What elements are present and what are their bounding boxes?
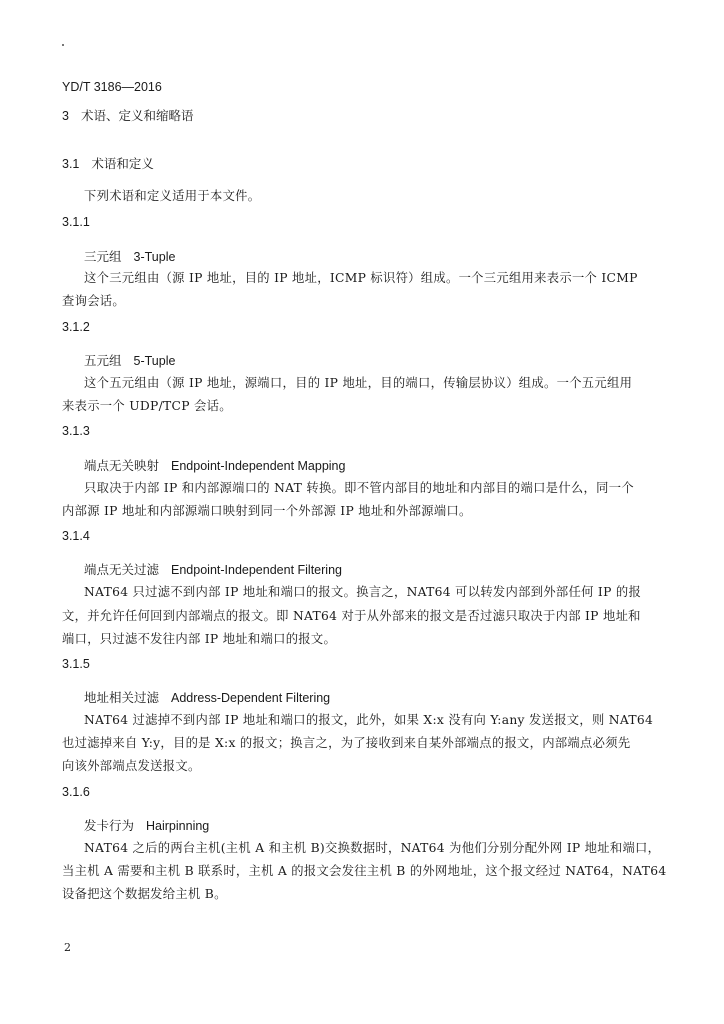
- section-heading: [62, 154, 154, 172]
- term-zh: 三元组: [84, 250, 122, 264]
- term-number: 3.1.1: [62, 215, 90, 229]
- page-number: 2: [64, 941, 71, 954]
- term-definition-line: NAT64 之后的两台主机(主机 A 和主机 B)交换数据时，NAT64 为他们分别分配外网 IP 地址和端口，: [84, 841, 661, 855]
- chapter-number: 3: [62, 109, 69, 123]
- term-definition-line: 设备把这个数据发给主机 B。: [62, 887, 227, 901]
- term-number: 3.1.6: [62, 785, 90, 799]
- term-title: [84, 816, 209, 834]
- term-definition-line: 文，并允许任何回到内部端点的报文。即 NAT64 对于从外部来的报文是否过滤只取决于内部 IP 地址和: [62, 609, 641, 623]
- term-number: 3.1.5: [62, 657, 90, 671]
- term-definition-line: 向该外部端点发送报文。: [62, 759, 201, 773]
- term-title: [84, 247, 175, 265]
- section-number: 3.1: [62, 157, 80, 171]
- term-title: [84, 688, 330, 706]
- term-definition-line: 这个三元组由（源 IP 地址，目的 IP 地址，ICMP 标识符）组成。一个三元组用来表示一个 ICMP: [84, 271, 638, 285]
- term-en: 5-Tuple: [133, 354, 176, 368]
- term-en: Endpoint-Independent Mapping: [171, 459, 346, 473]
- term-number: 3.1.3: [62, 424, 90, 438]
- term-zh: 发卡行为: [84, 819, 135, 833]
- term-definition-line: 当主机 A 需要和主机 B 联系时，主机 A 的报文会发往主机 B 的外网地址，这个报文经过 NAT64，NAT64: [62, 864, 667, 878]
- chapter-title: 术语、定义和缩略语: [80, 109, 194, 123]
- term-title: [84, 351, 175, 369]
- section-intro: 下列术语和定义适用于本文件。: [84, 189, 261, 203]
- term-definition-line: 也过滤掉来自 Y:y，目的是 X:x 的报文；换言之，为了接收到来自某外部端点的报文，内部端点必须先: [62, 736, 631, 750]
- term-definition-line: 来表示一个 UDP/TCP 会话。: [62, 399, 232, 413]
- term-number: 3.1.2: [62, 320, 90, 334]
- term-en: Address-Dependent Filtering: [171, 691, 331, 705]
- term-definition-line: 端口，只过滤不发往内部 IP 地址和端口的报文。: [62, 632, 337, 646]
- term-zh: 地址相关过滤: [84, 691, 160, 705]
- term-definition-line: NAT64 过滤掉不到内部 IP 地址和端口的报文，此外，如果 X:x 没有向 Y:any 发送报文，则 NAT64: [84, 713, 654, 727]
- term-zh: 端点无关映射: [84, 459, 160, 473]
- term-title: [84, 560, 342, 578]
- term-definition-line: 只取决于内部 IP 和内部源端口的 NAT 转换。即不管内部目的地址和内部目的端口是什么，同一个: [84, 481, 634, 495]
- term-definition-line: NAT64 只过滤不到内部 IP 地址和端口的报文。换言之，NAT64 可以转发内部到外部任何 IP 的报: [84, 585, 642, 599]
- term-en: Endpoint-Independent Filtering: [171, 563, 342, 577]
- chapter-heading: [62, 106, 193, 124]
- term-en: 3-Tuple: [133, 250, 176, 264]
- document-id: YD/T 3186—2016: [62, 80, 162, 94]
- term-title: [84, 456, 345, 474]
- section-title: 术语和定义: [91, 157, 154, 171]
- scan-speck: [62, 44, 64, 46]
- term-definition-line: 内部源 IP 地址和内部源端口映射到同一个外部源 IP 地址和外部源端口。: [62, 504, 472, 518]
- term-en: Hairpinning: [146, 819, 210, 833]
- term-definition-line: 查询会话。: [62, 294, 125, 308]
- term-number: 3.1.4: [62, 529, 90, 543]
- term-zh: 五元组: [84, 354, 122, 368]
- term-definition-line: 这个五元组由（源 IP 地址，源端口，目的 IP 地址，目的端口，传输层协议）组成。一个五元组用: [84, 376, 633, 390]
- term-zh: 端点无关过滤: [84, 563, 160, 577]
